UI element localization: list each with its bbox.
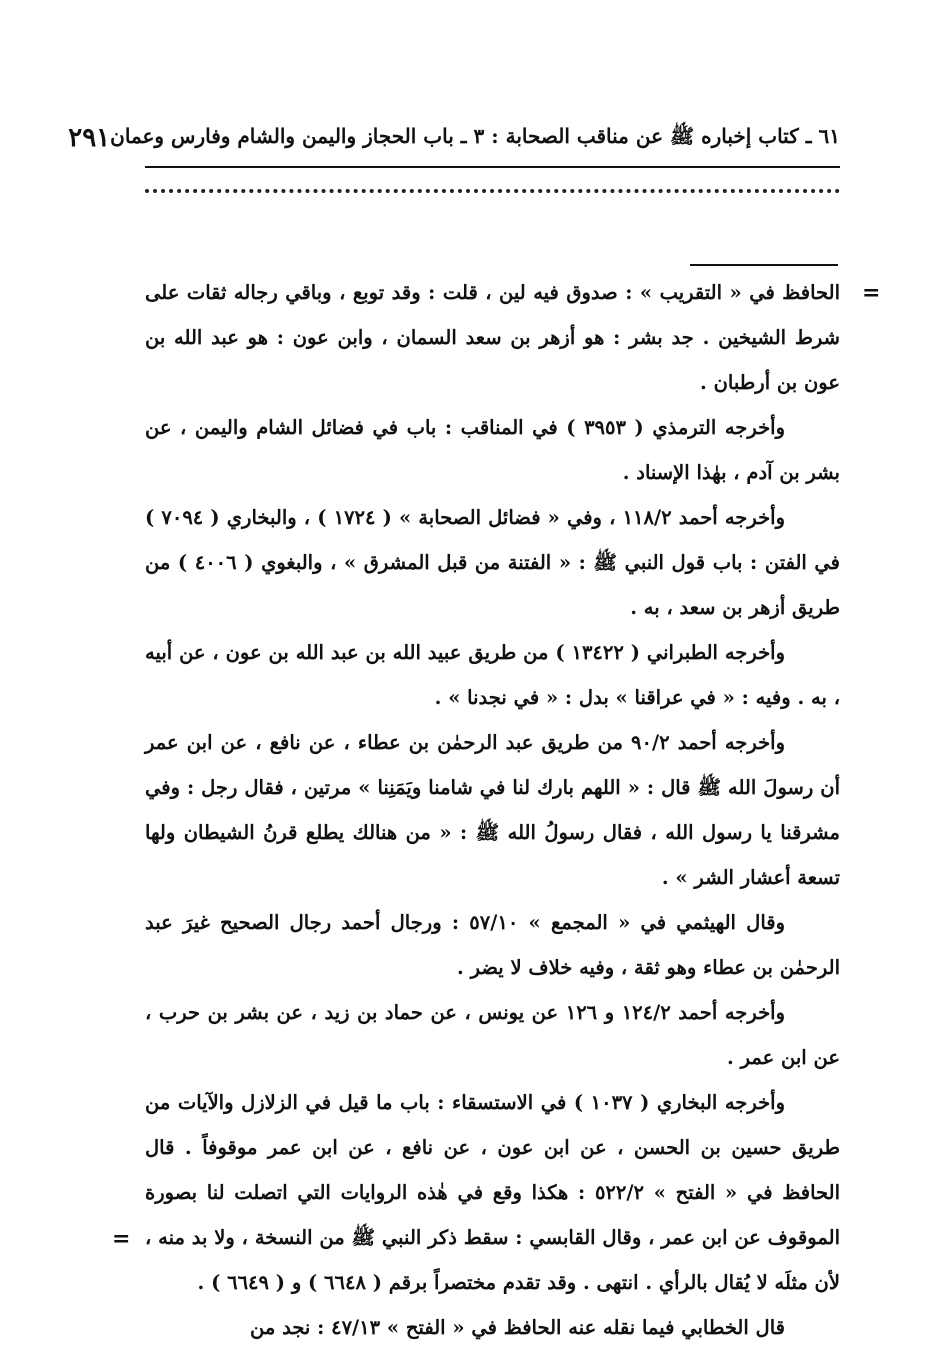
running-header xyxy=(68,118,840,158)
continuation-mark-bottom: = xyxy=(112,1226,131,1252)
dotted-separator xyxy=(145,189,840,193)
chapter-title: ٦١ ـ كتاب إخباره ﷺ عن مناقب الصحابة : ٣ ـ باب الحجاز واليمن والشام وفارس وعمان xyxy=(110,123,840,148)
footnotes-section xyxy=(145,270,840,1350)
footnote-paragraph: وأخرجه أحمد ١١٨/٢ ، وفي « فضائل الصحابة » ( ١٧٢٤ ) ، والبخاري ( ٧٠٩٤ ) في الفتن : باب قول النبي ﷺ : « الفتنة من قبل المشرق » ، والبغوي ( ٤٠٠٦ ) من طريق أزهر بن سعد ، به . xyxy=(145,506,840,619)
footnote-paragraph: وقال الهيثمي في « المجمع » ٥٧/١٠ : ورجال أحمد رجال الصحيح غيرَ عبد الرحمٰن بن عطاء وهو ثقة ، وفيه خلاف لا يضر . xyxy=(145,911,840,979)
footnote-paragraph: وأخرجه أحمد ١٢٤/٢ و ١٢٦ عن يونس ، عن حماد بن زيد ، عن بشر بن حرب ، عن ابن عمر . xyxy=(145,1001,840,1069)
footnote-paragraph: الحافظ في « التقريب » : صدوق فيه لين ، قلت : وقد توبع ، وباقي رجاله ثقات على شرط الشيخين . جد بشر : هو أزهر بن سعد السمان ، وابن عون : هو عبد الله بن عون بن أرطبان . xyxy=(145,281,840,394)
footnote-paragraph: قال الخطابي فيما نقله عنه الحافظ في « الفتح » ٤٧/١٣ : نجد من xyxy=(250,1316,785,1339)
footnote-paragraph: وأخرجه البخاري ( ١٠٣٧ ) في الاستسقاء : باب ما قيل في الزلازل والآيات من طريق حسين بن الحسن ، عن ابن عون ، عن نافع ، عن ابن عمر موقوفاً . قال الحافظ في « الفتح » ٥٢٢/٢ : هكذا وقع في هٰذه الروايات التي اتصلت لنا بصورة الموقوف عن ابن عمر ، وقال القابسي : سقط ذكر النبي ﷺ من النسخة ، ولا بد منه ، لأن مثلَه لا يُقال بالرأي . انتهى . وقد تقدم مختصراً برقم ( ٦٦٤٨ ) و ( ٦٦٤٩ ) . xyxy=(145,1091,840,1294)
footnote-paragraph: وأخرجه الترمذي ( ٣٩٥٣ ) في المناقب : باب في فضائل الشام واليمن ، عن بشر بن آدم ، بهٰذا الإسناد . xyxy=(145,416,840,484)
footnote-paragraph: وأخرجه أحمد ٩٠/٢ من طريق عبد الرحمٰن بن عطاء ، عن نافع ، عن ابن عمر أن رسولَ الله ﷺ قال : « اللهم بارك لنا في شامنا ويَمَنِنا » مرتين ، فقال رجل : وفي مشرقنا يا رسول الله ، فقال رسولُ الله ﷺ : « من هنالك يطلع قرنُ الشيطان ولها تسعة أعشار الشر » . xyxy=(145,731,840,889)
header-rule xyxy=(145,166,840,168)
footnote-rule xyxy=(690,264,838,266)
footnote-paragraph: وأخرجه الطبراني ( ١٣٤٢٢ ) من طريق عبيد الله بن عبد الله بن عون ، عن أبيه ، به . وفيه : « في عراقنا » بدل : « في نجدنا » . xyxy=(145,641,840,709)
continuation-mark-top: = xyxy=(862,280,881,306)
page-number: ٢٩١ xyxy=(68,123,111,153)
